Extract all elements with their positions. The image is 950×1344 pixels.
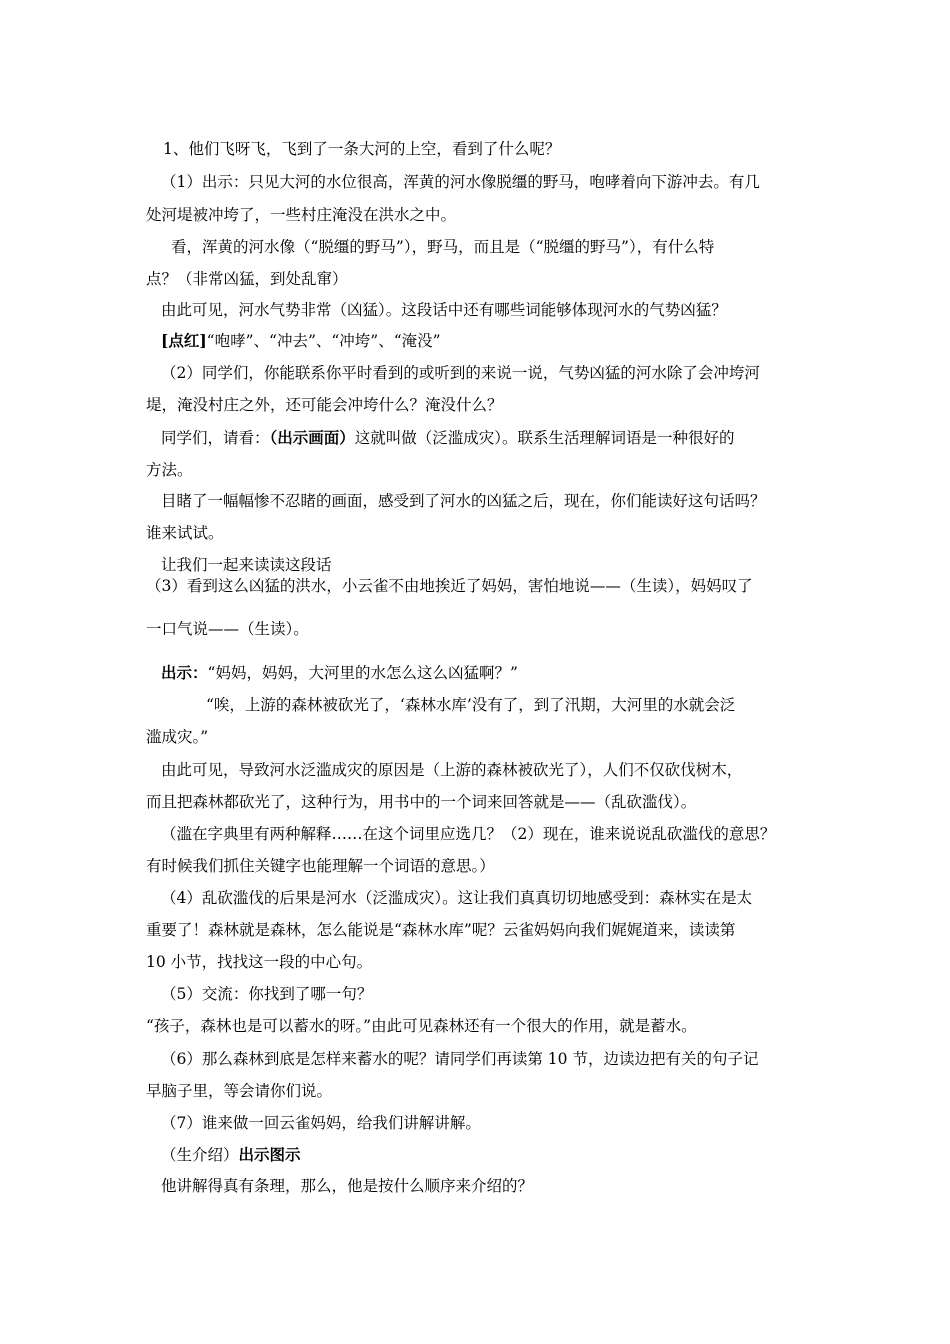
paragraph-line: 谁来试试。: [146, 524, 224, 542]
paragraph-line: （6）那么森林到底是怎样来蓄水的呢？请同学们再读第 10 节，边读边把有关的句子记: [161, 1050, 759, 1068]
paragraph-line: 处河堤被冲垮了，一些村庄淹没在洪水之中。: [146, 206, 457, 224]
dialogue-text: “妈妈，妈妈，大河里的水怎么这么凶猛啊？”: [207, 664, 518, 682]
paragraph-line: 看，浑黄的河水像（“脱缰的野马”），野马，而且是（“脱缰的野马”），有什么特: [171, 238, 715, 256]
paragraph-line: 重要了！森林就是森林，怎么能说是“森林水库”呢？云雀妈妈向我们娓娓道来，读读第: [146, 921, 736, 939]
paragraph-line: 方法。: [146, 461, 193, 479]
paragraph-line: 早脑子里，等会请你们说。: [146, 1082, 333, 1100]
show-picture-label: （出示画面）: [269, 428, 355, 447]
paragraph-line: [161, 1145, 301, 1165]
paragraph-line: 有时候我们抓住关键字也能理解一个词语的意思。）: [146, 857, 495, 875]
highlight-words-line: [161, 331, 441, 351]
paragraph-line: （4）乱砍滥伐的后果是河水（泛滥成灾）。这让我们真真切切地感受到：森林实在是太: [161, 889, 753, 907]
paragraph-line: 他讲解得真有条理，那么，他是按什么顺序来介绍的？: [161, 1177, 534, 1195]
paragraph-line: 一口气说——（生读）。: [146, 620, 309, 638]
dialogue-line: “唉，上游的森林被砍光了，‘森林水库’没有了，到了汛期，大河里的水就会泛: [206, 696, 736, 714]
paragraph-line: “孩子，森林也是可以蓄水的呀。”由此可见森林还有一个很大的作用，就是蓄水。: [146, 1017, 697, 1035]
paragraph-line: 由此可见，导致河水泛滥成灾的原因是（上游的森林被砍光了），人们不仅砍伐树木，: [161, 761, 743, 779]
text-span: 这就叫做（泛滥成灾）。联系生活理解词语是一种很好的: [354, 429, 735, 447]
text-span: 同学们，请看：: [161, 429, 270, 447]
text-span: （生介绍）: [161, 1146, 239, 1164]
paragraph-line: 10 小节，找找这一段的中心句。: [146, 953, 373, 971]
paragraph-line: （2）同学们，你能联系你平时看到的或听到的来说一说，气势凶猛的河水除了会冲垮河: [161, 364, 760, 382]
paragraph-line: 让我们一起来读读这段话: [161, 556, 332, 574]
paragraph-line: [161, 428, 735, 448]
paragraph-line: 由此可见，河水气势非常（凶猛）。这段话中还有哪些词能够体现河水的气势凶猛？: [161, 301, 727, 319]
paragraph-line: （7）谁来做一回云雀妈妈，给我们讲解讲解。: [161, 1114, 481, 1132]
highlight-label: [点红]: [161, 331, 207, 350]
dialogue-line: [161, 663, 518, 683]
dialogue-line: 滥成灾。”: [146, 728, 209, 746]
show-label: 出示：: [161, 663, 208, 682]
paragraph-line: 而且把森林都砍光了，这种行为，用书中的一个词来回答就是——（乱砍滥伐）。: [146, 793, 697, 811]
paragraph-line: 目睹了一幅幅惨不忍睹的画面，感受到了河水的凶猛之后，现在，你们能读好这句话吗？: [161, 492, 766, 510]
show-diagram-label: 出示图示: [238, 1145, 301, 1164]
paragraph-line: （5）交流：你找到了哪一句？: [161, 985, 373, 1003]
paragraph-line: 点？（非常凶猛，到处乱窜）: [146, 270, 348, 288]
highlight-words: “咆哮”、“冲去”、“冲垮”、“淹没”: [206, 332, 441, 350]
paragraph-line: 堤，淹没村庄之外，还可能会冲垮什么？淹没什么？: [146, 396, 503, 414]
question-1: 1、他们飞呀飞，飞到了一条大河的上空，看到了什么呢？: [163, 140, 561, 158]
paragraph-line: （1）出示：只见大河的水位很高，浑黄的河水像脱缰的野马，咆哮着向下游冲去。有几: [161, 173, 760, 191]
paragraph-line: （滥在字典里有两种解释……在这个词里应选几？（2）现在，谁来说说乱砍滥伐的意思？: [161, 825, 776, 843]
paragraph-line: （3）看到这么凶猛的洪水，小云雀不由地挨近了妈妈，害怕地说——（生读），妈妈叹了: [146, 577, 753, 595]
